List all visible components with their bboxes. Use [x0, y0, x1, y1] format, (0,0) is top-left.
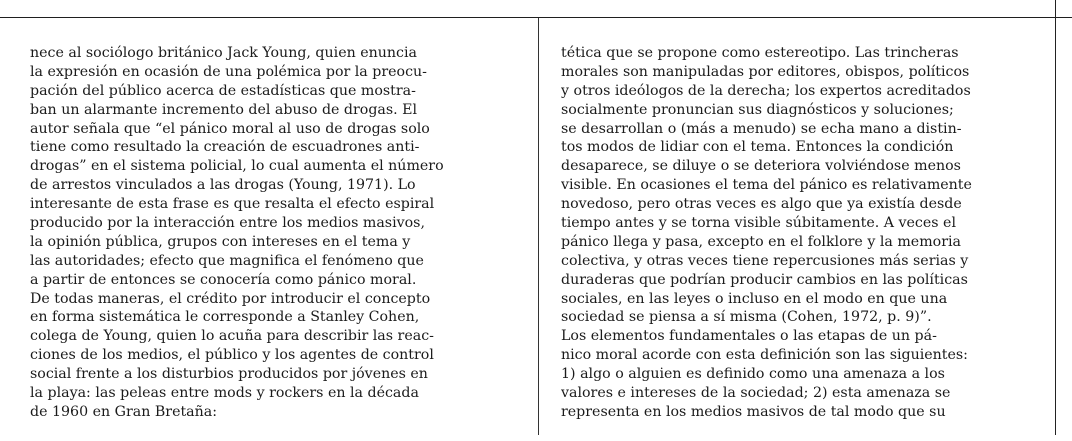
text-line: social frente a los disturbios producidos por jóvenes en	[30, 366, 428, 383]
text-line: de 1960 en Gran Bretaña:	[30, 403, 218, 420]
text-line: visible. En ocasiones el tema del pánico es relativamente	[561, 177, 972, 194]
column-divider	[538, 18, 539, 435]
text-line: drogas” en el sistema policial, lo cual aumenta el número	[30, 158, 444, 175]
text-line: ban un alarmante incremento del abuso de drogas. El	[30, 101, 418, 118]
text-line: producido por la interacción entre los medios masivos,	[30, 215, 425, 232]
text-line: la opinión pública, grupos con intereses en el tema y	[30, 233, 411, 250]
text-line: pación del público acerca de estadísticas que mostra-	[30, 82, 416, 99]
text-line: interesante de esta frase es que resalta el efecto espiral	[30, 196, 435, 213]
text-line: desaparece, se diluye o se deteriora volviéndose menos	[561, 158, 961, 175]
text-line: colega de Young, quien lo acuña para describir las reac-	[30, 328, 434, 345]
text-line: representa en los medios masivos de tal modo que su	[561, 403, 946, 420]
text-line: sociales, en las leyes o incluso en el modo en que una	[561, 290, 948, 307]
text-line: tética que se propone como estereotipo. Las trincheras	[561, 45, 959, 61]
text-line: se desarrollan o (más a menudo) se echa mano a distin-	[561, 120, 962, 137]
text-line: en forma sistemática le corresponde a Stanley Cohen,	[30, 309, 420, 326]
text-line: duraderas que podrían producir cambios en las políticas	[561, 271, 968, 288]
text-line: a partir de entonces se conocería como pánico moral.	[30, 271, 417, 288]
text-line: valores e intereses de la sociedad; 2) esta amenaza se	[561, 385, 951, 402]
text-line: novedoso, pero otras veces es algo que ya existía desde	[561, 196, 962, 213]
text-line: y otros ideólogos de la derecha; los expertos acreditados	[561, 82, 971, 99]
text-line: morales son manipuladas por editores, obispos, políticos	[561, 63, 970, 80]
text-line: la expresión en ocasión de una polémica por la preocu-	[30, 63, 427, 80]
text-line: tiene como resultado la creación de escuadrones anti-	[30, 139, 420, 156]
text-line: nico moral acorde con esta definición son las siguientes:	[561, 347, 968, 364]
text-line: sociedad se piensa a sí misma (Cohen, 1972, p. 9)”.	[561, 309, 932, 326]
text-line: 1) algo o alguien es definido como una amenaza a los	[561, 366, 945, 383]
text-line: colectiva, y otras veces tiene repercusiones más serias y	[561, 252, 969, 269]
text-line: Los elementos fundamentales o las etapas de un pá-	[561, 328, 937, 345]
text-line: De todas maneras, el crédito por introducir el concepto	[30, 290, 431, 307]
text-line	[30, 422, 507, 441]
page-right-edge	[1055, 0, 1056, 435]
text-line: tos modos de lidiar con el tema. Entonces la condición	[561, 139, 954, 156]
text-line: autor señala que “el pánico moral al uso de drogas solo	[30, 120, 430, 137]
text-line: las autoridades; efecto que magnifica el fenómeno que	[30, 252, 424, 269]
text-line: nece al sociólogo británico Jack Young, quien enuncia	[30, 45, 417, 61]
text-line: pánico llega y pasa, excepto en el folklore y la memoria	[561, 233, 961, 250]
left-column-text	[30, 44, 507, 441]
right-column-text	[561, 44, 1039, 422]
text-line: tiempo antes y se torna visible súbitamente. A veces el	[561, 215, 956, 232]
text-line: de arrestos vinculados a las drogas (Young, 1971). Lo	[30, 177, 416, 194]
page-top-rule	[0, 0, 1072, 18]
text-line: ciones de los medios, el público y los agentes de control	[30, 347, 434, 364]
text-line: socialmente pronuncian sus diagnósticos y soluciones;	[561, 101, 954, 118]
text-line: la playa: las peleas entre mods y rockers en la década	[30, 385, 419, 402]
